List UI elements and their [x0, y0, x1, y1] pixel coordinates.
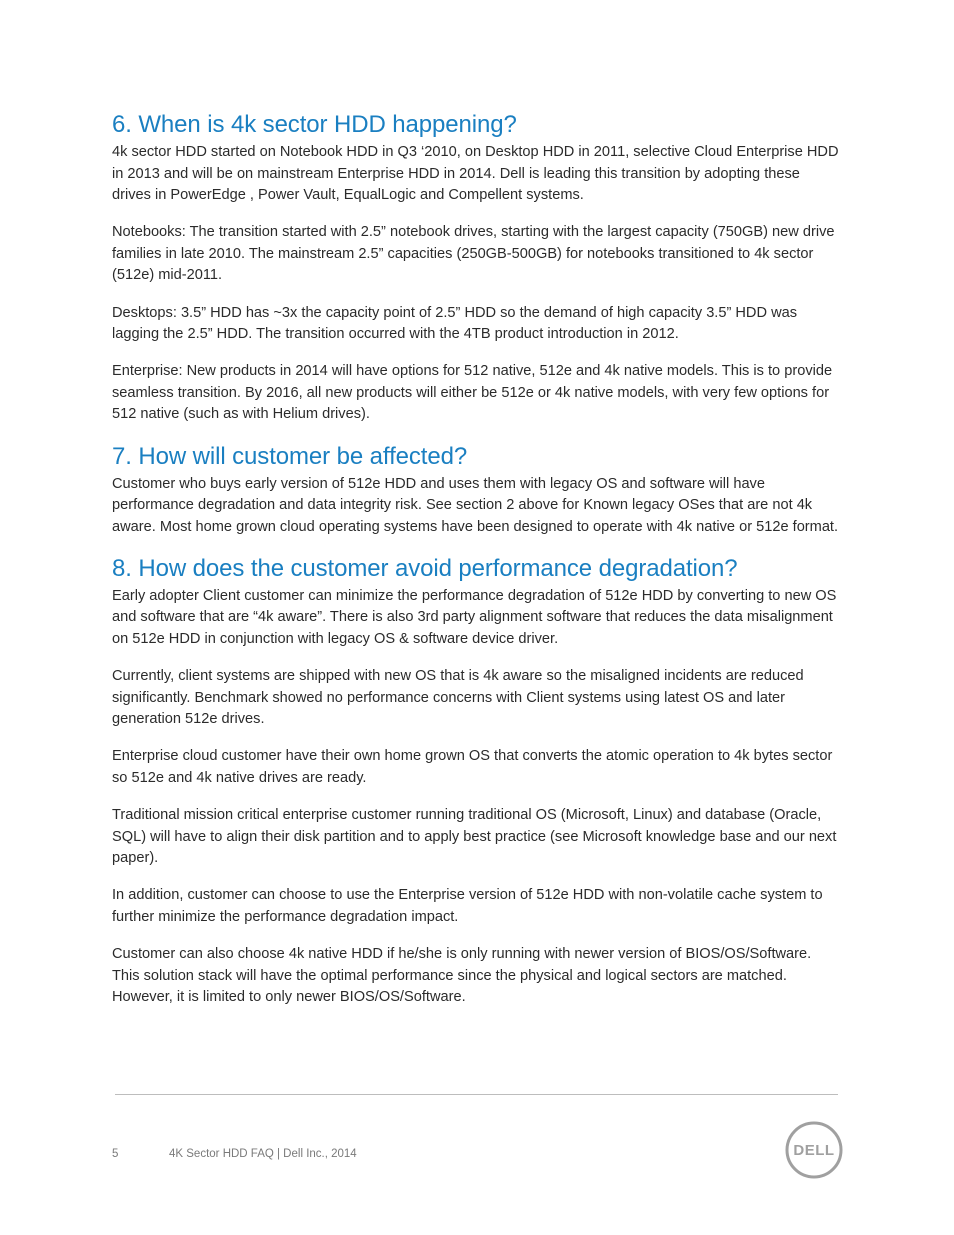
paragraph: Traditional mission critical enterprise customer running traditional OS (Microsoft, Linux) and database (Oracle, SQL) will have to align their disk partition and to apply best practice (see Microsoft knowledge base and our next paper).	[112, 807, 837, 867]
paragraph: Currently, client systems are shipped with new OS that is 4k aware so the misaligned incidents are reduced significantly. Benchmark showed no performance concerns with Client systems using latest OS and later generation 512e drives.	[112, 668, 804, 728]
document-body	[112, 110, 842, 1024]
section-6	[112, 110, 842, 426]
paragraph: Customer can also choose 4k native HDD if he/she is only running with newer version of BIOS/OS/Software. This solution stack will have the optimal performance since the physical and logical sectors are matched. However, it is limited to only newer BIOS/OS/Software.	[112, 946, 812, 1006]
paragraph: Notebooks: The transition started with 2.5” notebook drives, starting with the largest capacity (750GB) new drive families in late 2010. The mainstream 2.5” capacities (250GB-500GB) for notebooks transitioned to 4k sector (512e) mid-2011.	[112, 224, 835, 284]
paragraph: Desktops: 3.5” HDD has ~3x the capacity point of 2.5” HDD so the demand of high capacity 3.5” HDD was lagging the 2.5” HDD. The transition occurred with the 4TB product introduction in 2012.	[112, 304, 798, 343]
footer-divider	[115, 1094, 838, 1095]
paragraph: 4k sector HDD started on Notebook HDD in Q3 ‘2010, on Desktop HDD in 2011, selective Cloud Enterprise HDD in 2013 and will be on mainstream Enterprise HDD in 2014. Dell is leading this transition by adopting these drives in PowerEdge , Power Vault, EqualLogic and Compellent systems.	[112, 144, 839, 204]
section-heading: 7. How will customer be affected?	[112, 442, 468, 470]
paragraph: Early adopter Client customer can minimize the performance degradation of 512e HDD by converting to new OS and software that are “4k aware”. There is also 3rd party alignment software that reduces the data misalignment on 512e HDD in conjunction with legacy OS & software device driver.	[112, 587, 837, 647]
section-heading: 6. When is 4k sector HDD happening?	[112, 111, 517, 138]
paragraph: Enterprise: New products in 2014 will have options for 512 native, 512e and 4k native models. This is to provide seamless transition. By 2016, all new products will either be 512e or 4k native models, with very few options for 512 native (such as with Helium drives).	[112, 363, 833, 423]
paragraph: In addition, customer can choose to use the Enterprise version of 512e HDD with non-volatile cache system to further minimize the performance degradation impact.	[112, 887, 823, 925]
footer-text: 4K Sector HDD FAQ | Dell Inc., 2014	[169, 1148, 357, 1160]
page-number: 5	[112, 1148, 119, 1160]
paragraph: Enterprise cloud customer have their own home grown OS that converts the atomic operation to 4k bytes sector so 512e and 4k native drives are ready.	[112, 748, 833, 786]
logo-text: DELL	[793, 1142, 835, 1159]
paragraph: Customer who buys early version of 512e HDD and uses them with legacy OS and software will have performance degradation and data integrity risk. See section 2 above for Known legacy OSes that are not 4k aware. Most home grown cloud operating systems have been designed to operate with 4k native or 512e format.	[112, 475, 839, 535]
section-7	[112, 442, 842, 539]
section-heading: 8. How does the customer avoid performance degradation?	[112, 554, 738, 582]
section-8	[112, 554, 842, 1009]
dell-logo-icon	[784, 1120, 844, 1180]
